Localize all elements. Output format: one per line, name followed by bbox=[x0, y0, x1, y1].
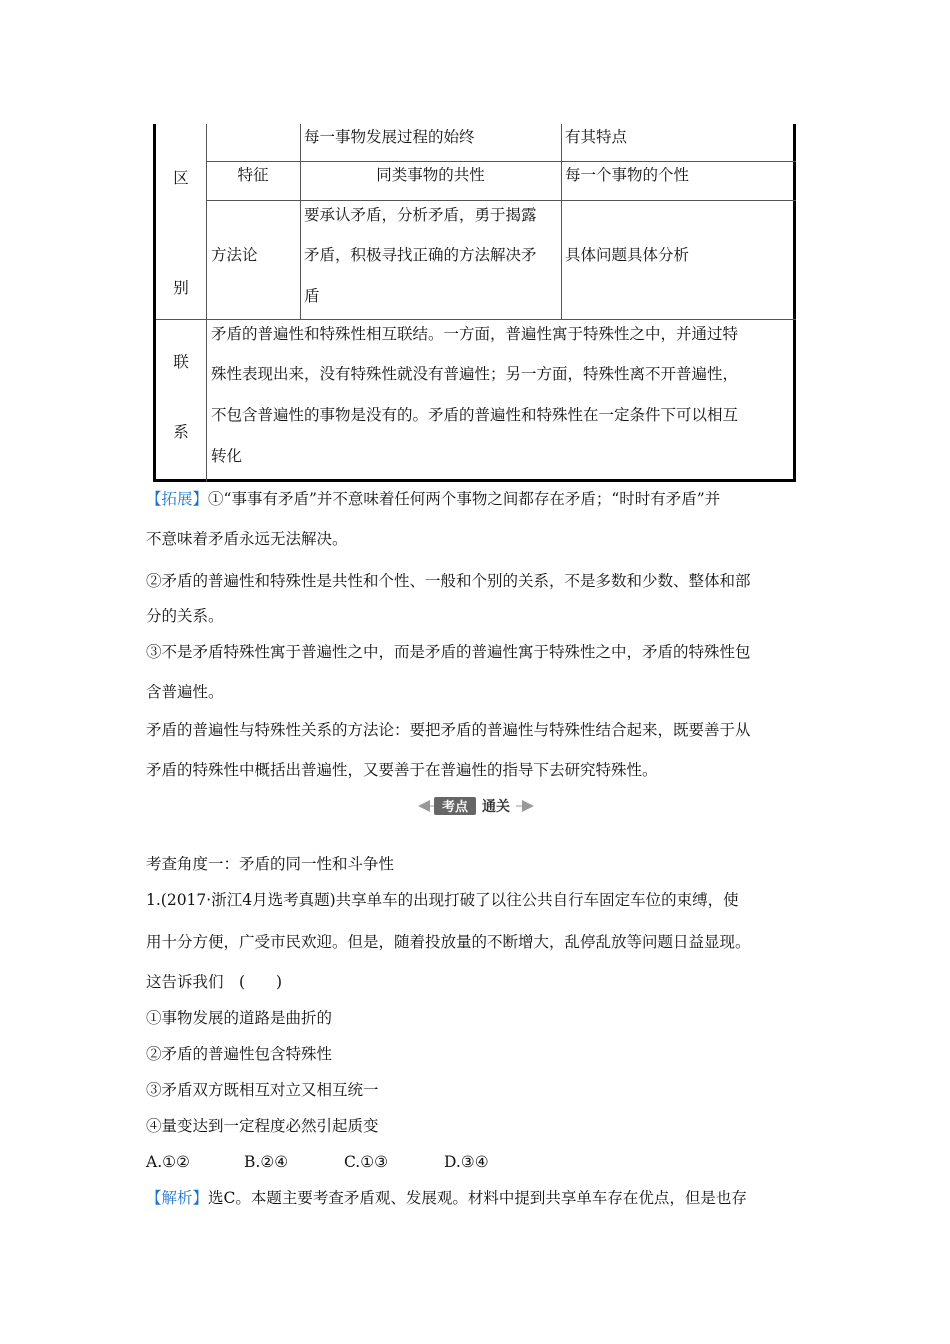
distinction-label-2: 别 bbox=[173, 279, 189, 297]
connection-line-4: 转化 bbox=[211, 447, 243, 465]
choice-b: B.②④ bbox=[244, 1153, 289, 1171]
banner-part2: 通关 bbox=[482, 799, 510, 815]
table-rule bbox=[561, 124, 562, 319]
section-heading: 考查角度一：矛盾的同一性和斗争性 bbox=[146, 855, 395, 873]
connection-label-2: 系 bbox=[173, 423, 189, 441]
comparison-table bbox=[153, 124, 796, 482]
banner-part1: 考点 bbox=[441, 800, 469, 815]
analysis-tag: 【解析】 bbox=[146, 1189, 209, 1207]
question1-line-2: 用十分方便，广受市民欢迎。但是，随着投放量的不断增大，乱停乱放等问题日益显现。 bbox=[146, 933, 751, 951]
row2-col2: 同类事物的共性 bbox=[376, 166, 485, 184]
row3-col3: 具体问题具体分析 bbox=[565, 246, 690, 264]
choice-d: D.③④ bbox=[444, 1153, 489, 1171]
table-rule bbox=[300, 124, 301, 319]
option-1: ①事物发展的道路是曲折的 bbox=[146, 1009, 333, 1027]
choice-c: C.①③ bbox=[344, 1153, 389, 1171]
extension-line-4: 分的关系。 bbox=[146, 607, 224, 625]
option-3: ③矛盾双方既相互对立又相互统一 bbox=[146, 1081, 379, 1099]
row3-col2-line1: 要承认矛盾，分析矛盾，勇于揭露 bbox=[304, 206, 537, 224]
extension-line-6: 含普遍性。 bbox=[146, 683, 224, 701]
connection-line-2: 殊性表现出来，没有特殊性就没有普遍性；另一方面，特殊性离不开普遍性， bbox=[211, 365, 739, 383]
extension-line-2: 不意味着矛盾永远无法解决。 bbox=[146, 530, 348, 548]
row2-col3: 每一个事物的个性 bbox=[565, 166, 690, 184]
connection-line-1: 矛盾的普遍性和特殊性相互联结。一方面，普遍性寓于特殊性之中，并通过特 bbox=[211, 325, 739, 343]
distinction-label-1: 区 bbox=[173, 169, 189, 187]
row3-col2-line2: 矛盾，积极寻找正确的方法解决矛 bbox=[304, 246, 537, 264]
question1-line-1: 1.(2017·浙江4月选考真题)共享单车的出现打破了以往公共自行车固定车位的束缚，使 bbox=[146, 891, 739, 909]
extension-tag: 【拓展】 bbox=[146, 490, 209, 508]
section-banner bbox=[416, 794, 536, 818]
choice-a: A.①② bbox=[146, 1153, 190, 1171]
extension-line-5: ③不是矛盾特殊性寓于普遍性之中，而是矛盾的普遍性寓于特殊性之中，矛盾的特殊性包 bbox=[146, 643, 751, 661]
row1-col3: 有其特点 bbox=[565, 128, 628, 146]
row1-col2: 每一事物发展过程的始终 bbox=[304, 128, 475, 146]
row3-col2-line3: 盾 bbox=[304, 287, 320, 305]
connection-line-3: 不包含普遍性的事物是没有的。矛盾的普遍性和特殊性在一定条件下可以相互 bbox=[211, 406, 739, 424]
connection-label-1: 联 bbox=[173, 353, 189, 371]
option-4: ④量变达到一定程度必然引起质变 bbox=[146, 1117, 379, 1135]
answer-choices bbox=[146, 1144, 816, 1180]
extension-line-3: ②矛盾的普遍性和特殊性是共性和个性、一般和个别的关系，不是多数和少数、整体和部 bbox=[146, 572, 751, 590]
methodology-line-1: 矛盾的普遍性与特殊性关系的方法论：要把矛盾的普遍性与特殊性结合起来，既要善于从 bbox=[146, 721, 751, 739]
row3-col1: 方法论 bbox=[211, 246, 258, 264]
question1-line-3: 这告诉我们 ( ) bbox=[146, 973, 283, 991]
analysis-line: 【解析】选C。本题主要考查矛盾观、发展观。材料中提到共享单车存在优点，但是也存 bbox=[146, 1189, 747, 1207]
methodology-line-2: 矛盾的特殊性中概括出普遍性，又要善于在普遍性的指导下去研究特殊性。 bbox=[146, 761, 658, 779]
row2-col1: 特征 bbox=[237, 166, 269, 184]
option-2: ②矛盾的普遍性包含特殊性 bbox=[146, 1045, 333, 1063]
banner-graphic bbox=[416, 794, 536, 818]
extension-line-1: 【拓展】①“事事有矛盾”并不意味着任何两个事物之间都存在矛盾；“时时有矛盾”并 bbox=[146, 490, 721, 508]
